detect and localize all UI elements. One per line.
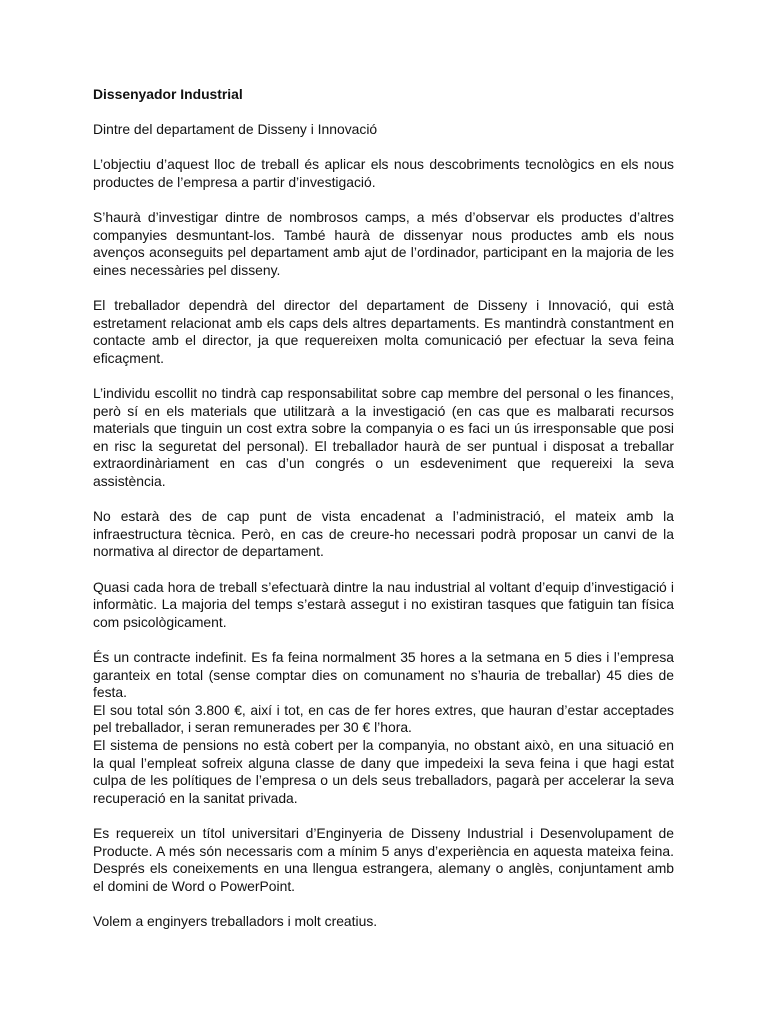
paragraph-tasks: S’haurà d’investigar dintre de nombrosos camps, a més d’observar els productes d’altres companyies desmuntant-los. També haurà de dissenyar nous productes amb els nous avenços aconseguits pel departament amb ajut de l’ordinador, participant en la majoria de les eines necessàries pel disseny. (93, 209, 674, 278)
paragraph-department: Dintre del departament de Disseny i Innovació (93, 121, 378, 138)
paragraph-pensions: El sistema de pensions no està cobert per la companyia, no obstant això, en una situació en la qual l’empleat sofreix alguna classe de dany que impedeixi la seva feina i que hagi estat culpa de les polítiques de l’empresa o un dels seus treballadors, pagarà per accelerar la seva recuperació en la sanitat privada. (93, 736, 674, 806)
paragraph-objective: L’objectiu d’aquest lloc de treball és aplicar els nous descobriments tecnològics en els nous productes de l’empresa a partir d’investigació. (93, 156, 674, 190)
paragraph-reporting: El treballador dependrà del director del departament de Disseny i Innovació, qui està estretament relacionat amb els caps dels altres departaments. Es mantindrà constantment en contacte amb el director, ja que requereixen molta comunicació per efectuar la seva feina eficaçment. (93, 297, 674, 366)
document-page (93, 86, 674, 948)
paragraph-contract: És un contracte indefinit. Es fa feina normalment 35 hores a la setmana en 5 dies i l’empresa garanteix en total (sense comptar dies on comunament no s’hauria de treballar) 45 dies de festa. (93, 649, 674, 701)
paragraph-salary: El sou total són 3.800 €, així i tot, en cas de fer hores extres, que hauran d’estar acceptades pel treballador, i seran remunerades per 30 € l’hora. (93, 701, 674, 736)
paragraph-requirements: Es requereix un títol universitari d’Enginyeria de Disseny Industrial i Desenvolupament de Producte. A més són necessaris com a mínim 5 anys d’experiència en aquesta mateixa feina. Després els coneixements en una llengua estrangera, alemany o anglès, conjuntament amb el domini de Word o PowerPoint. (93, 824, 674, 894)
document-title: Dissenyador Industrial (93, 86, 243, 102)
paragraph-workplace: Quasi cada hora de treball s’efectuarà dintre la nau industrial al voltant d’equip d’investigació i informàtic. La majoria del temps s’estarà assegut i no existiran tasques que fatiguin tan física com psicològicament. (93, 578, 674, 630)
paragraph-closing: Volem a enginyers treballadors i molt creatius. (93, 912, 378, 929)
paragraph-administration: No estarà des de cap punt de vista encadenat a l’administració, el mateix amb la infraestructura tècnica. Però, en cas de creure-ho necessari podrà proposar un canvi de la normativa al director de departament. (93, 508, 674, 560)
paragraph-responsibility: L’individu escollit no tindrà cap responsabilitat sobre cap membre del personal o les finances, però sí en els materials que utilitzarà a la investigació (en cas que es malbarati recursos materials que tinguin un cost extra sobre la companyia o es faci un ús irresponsable que posi en risc la seguretat del personal). El treballador haurà de ser puntual i disposat a treballar extraordinàriament en cas d’un congrés o un esdeveniment que requereixi la seva assistència. (93, 385, 674, 490)
